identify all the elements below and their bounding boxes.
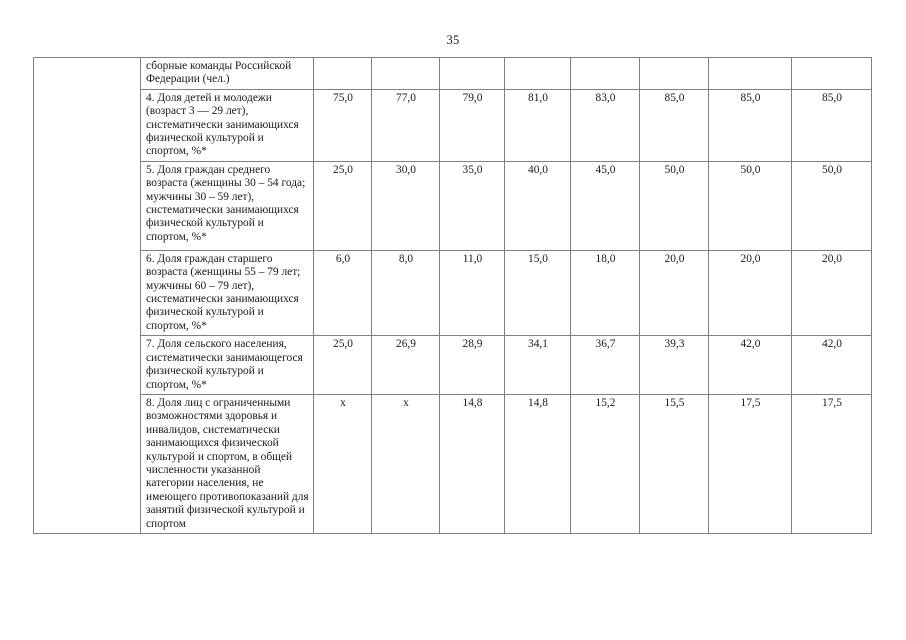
row-value-cell: x [314, 394, 372, 533]
row-value-cell: 15,0 [505, 250, 571, 335]
row-value-cell: 40,0 [505, 161, 571, 250]
row-value-cell [314, 58, 372, 90]
row-value-cell: 42,0 [792, 336, 872, 395]
table-row [34, 394, 872, 533]
row-value-cell: 18,0 [571, 250, 640, 335]
row-value-cell: 50,0 [709, 161, 792, 250]
row-value-cell: 35,0 [440, 161, 505, 250]
row-value-cell: 26,9 [372, 336, 440, 395]
row-value-cell [640, 58, 709, 90]
row-value-cell: 85,0 [709, 89, 792, 161]
row-value-cell: x [372, 394, 440, 533]
row-value-cell: 14,8 [505, 394, 571, 533]
row-name-cell: 4. Доля детей и молодежи (возраст 3 — 29 лет), систематически занимающихся физической культурой и спортом, %* [141, 89, 314, 161]
row-value-cell: 17,5 [709, 394, 792, 533]
row-value-cell: 77,0 [372, 89, 440, 161]
row-value-cell: 15,5 [640, 394, 709, 533]
row-value-cell: 20,0 [640, 250, 709, 335]
row-value-cell [709, 58, 792, 90]
row-lead-cell [34, 58, 141, 534]
row-value-cell: 11,0 [440, 250, 505, 335]
row-value-cell: 85,0 [792, 89, 872, 161]
row-value-cell: 45,0 [571, 161, 640, 250]
row-value-cell: 20,0 [709, 250, 792, 335]
row-value-cell [792, 58, 872, 90]
row-value-cell: 25,0 [314, 336, 372, 395]
row-value-cell: 50,0 [640, 161, 709, 250]
table-row [34, 89, 872, 161]
indicators-table [33, 57, 872, 534]
row-value-cell [571, 58, 640, 90]
row-value-cell: 6,0 [314, 250, 372, 335]
row-value-cell: 34,1 [505, 336, 571, 395]
row-value-cell: 20,0 [792, 250, 872, 335]
row-value-cell: 14,8 [440, 394, 505, 533]
row-value-cell: 15,2 [571, 394, 640, 533]
row-value-cell [372, 58, 440, 90]
row-value-cell: 39,3 [640, 336, 709, 395]
table-row [34, 161, 872, 250]
row-name-cell: 6. Доля граждан старшего возраста (женщины 55 – 79 лет; мужчины 60 – 79 лет), систематически занимающихся физической культурой и спортом, %* [141, 250, 314, 335]
row-value-cell: 81,0 [505, 89, 571, 161]
row-name-cell: сборные команды Российской Федерации (чел.) [141, 58, 314, 90]
table-row [34, 336, 872, 395]
row-value-cell: 79,0 [440, 89, 505, 161]
table-row [34, 58, 872, 90]
row-value-cell: 36,7 [571, 336, 640, 395]
row-value-cell: 42,0 [709, 336, 792, 395]
row-name-cell: 5. Доля граждан среднего возраста (женщины 30 – 54 года; мужчины 30 – 59 лет), систематически занимающихся физической культурой и спортом, %* [141, 161, 314, 250]
row-value-cell: 30,0 [372, 161, 440, 250]
row-value-cell: 25,0 [314, 161, 372, 250]
row-value-cell: 85,0 [640, 89, 709, 161]
row-value-cell: 50,0 [792, 161, 872, 250]
row-value-cell: 75,0 [314, 89, 372, 161]
page-number: 35 [446, 33, 460, 47]
row-value-cell: 83,0 [571, 89, 640, 161]
table-row [34, 250, 872, 335]
row-value-cell: 28,9 [440, 336, 505, 395]
row-value-cell [505, 58, 571, 90]
row-name-cell: 8. Доля лиц с ограниченными возможностями здоровья и инвалидов, систематически занимающихся физической культурой и спортом, в общей численности указанной категории населения, не имеющего противопоказаний для занятий физической культурой и спортом [141, 394, 314, 533]
row-name-cell: 7. Доля сельского населения, систематически занимающегося физической культурой и спортом, %* [141, 336, 314, 395]
table-body [34, 58, 872, 534]
row-value-cell [440, 58, 505, 90]
row-value-cell: 17,5 [792, 394, 872, 533]
row-value-cell: 8,0 [372, 250, 440, 335]
table-container [33, 57, 871, 534]
